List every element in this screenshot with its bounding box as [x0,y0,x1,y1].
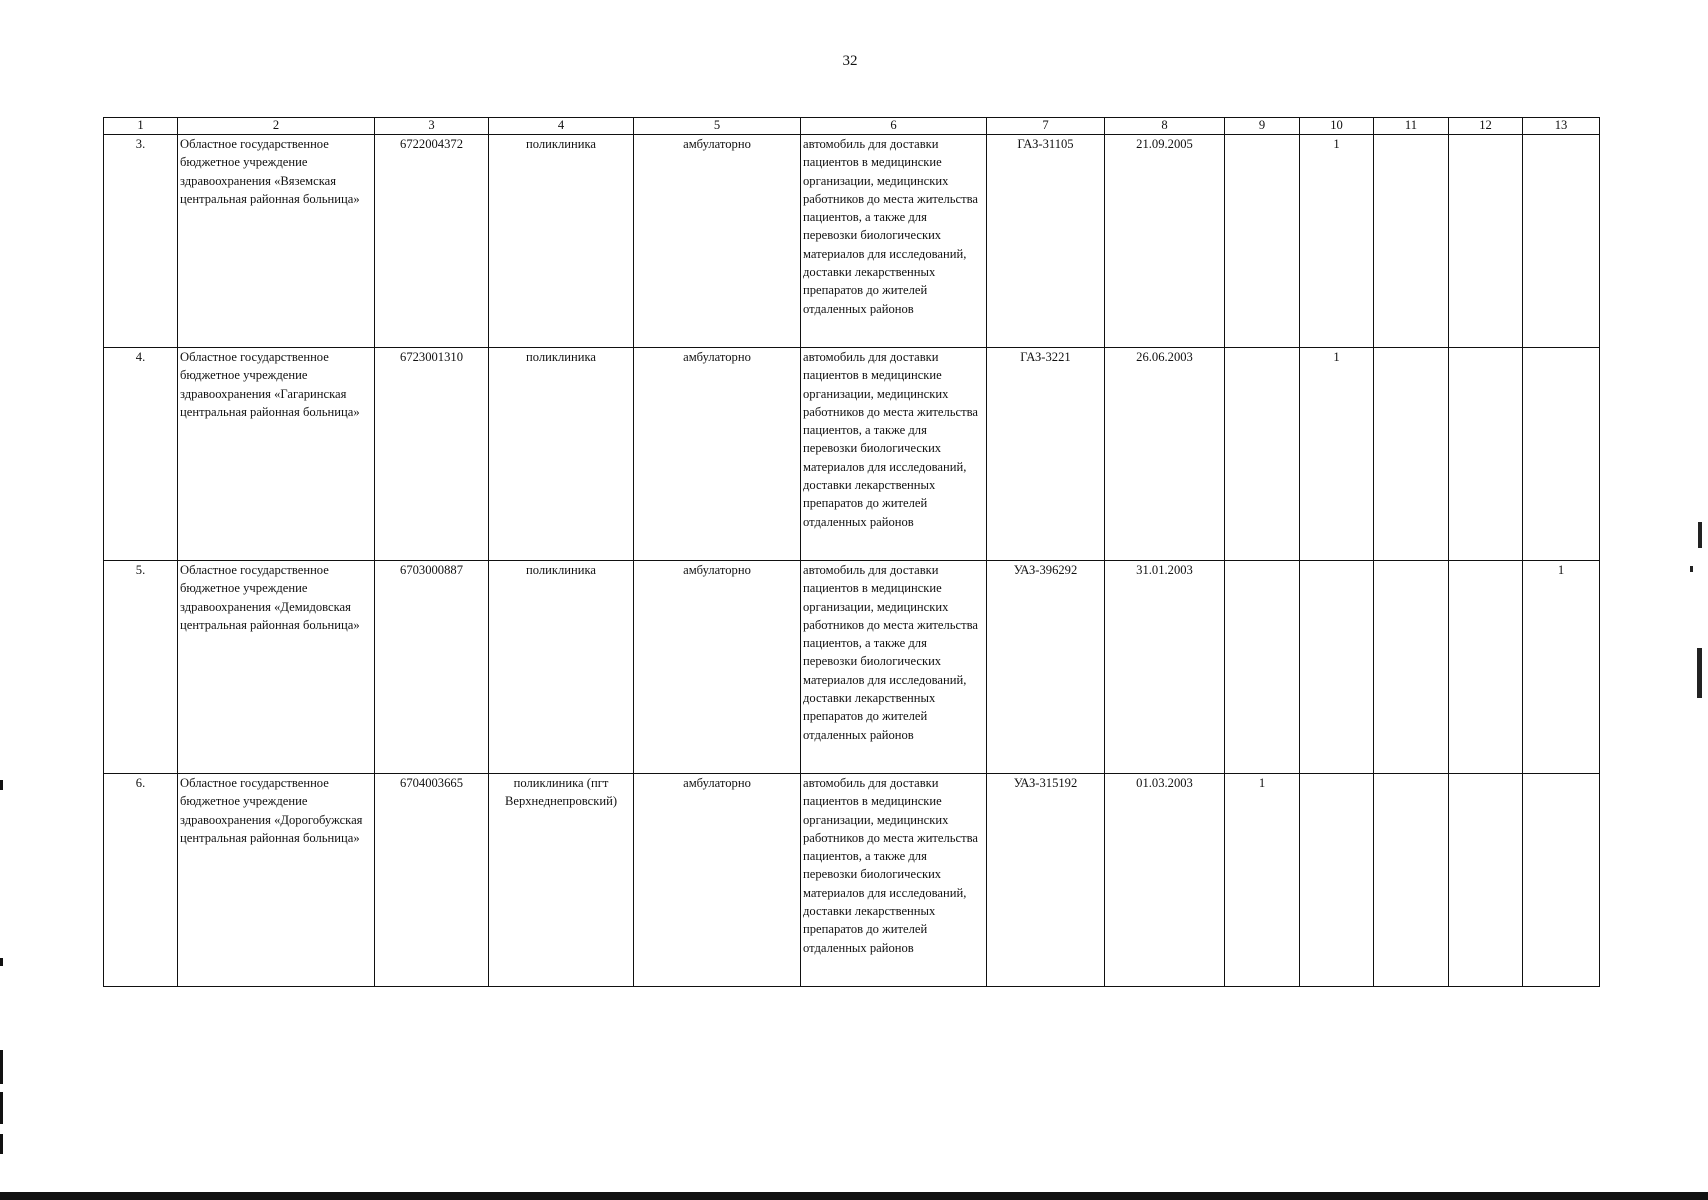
issue-date: 31.01.2003 [1105,561,1225,774]
inn-code: 6723001310 [375,348,489,561]
scan-right-mark [1690,566,1693,572]
inn-code: 6703000887 [375,561,489,774]
col-11-value [1374,774,1449,987]
row-number: 3. [104,135,178,348]
inn-code: 6722004372 [375,135,489,348]
table-row [104,774,1600,987]
col-11-value [1374,348,1449,561]
col-9-value [1225,348,1300,561]
column-number: 12 [1449,118,1523,135]
scan-left-mark [0,1050,3,1084]
column-number: 7 [987,118,1105,135]
row-number: 6. [104,774,178,987]
scan-right-mark [1698,522,1702,548]
vehicle-purpose: автомобиль для доставки пациентов в медицинские организации, медицинских работников до места жительства пациентов, а также для перевозки биологических материалов для исследований, доставки лекарственных препаратов до жителей отдаленных районов [801,774,987,987]
col-13-value: 1 [1523,561,1600,774]
col-13-value [1523,774,1600,987]
col-10-value: 1 [1300,348,1374,561]
column-number: 2 [178,118,375,135]
scan-bottom-edge [0,1192,1708,1200]
inn-code: 6704003665 [375,774,489,987]
scan-right-mark [1697,648,1702,698]
col-10-value [1300,561,1374,774]
scan-left-mark [0,1092,3,1124]
scan-left-mark [0,958,3,966]
vehicle-model: УАЗ-396292 [987,561,1105,774]
column-number: 8 [1105,118,1225,135]
table-row [104,135,1600,348]
col-13-value [1523,348,1600,561]
issue-date: 26.06.2003 [1105,348,1225,561]
facility-type: поликлиника (пгт Верхнеднепровский) [489,774,634,987]
column-number: 9 [1225,118,1300,135]
col-13-value [1523,135,1600,348]
col-10-value [1300,774,1374,987]
column-number: 4 [489,118,634,135]
organization-name: Областное государственное бюджетное учреждение здравоохранения «Вяземская центральная районная больница» [178,135,375,348]
table-row [104,561,1600,774]
vehicle-purpose: автомобиль для доставки пациентов в медицинские организации, медицинских работников до места жительства пациентов, а также для перевозки биологических материалов для исследований, доставки лекарственных препаратов до жителей отдаленных районов [801,135,987,348]
vehicle-purpose: автомобиль для доставки пациентов в медицинские организации, медицинских работников до места жительства пациентов, а также для перевозки биологических материалов для исследований, доставки лекарственных препаратов до жителей отдаленных районов [801,561,987,774]
vehicle-model: УАЗ-315192 [987,774,1105,987]
row-number: 4. [104,348,178,561]
col-12-value [1449,561,1523,774]
column-number: 13 [1523,118,1600,135]
organization-name: Областное государственное бюджетное учреждение здравоохранения «Демидовская центральная районная больница» [178,561,375,774]
column-number: 3 [375,118,489,135]
facility-type: поликлиника [489,348,634,561]
column-number: 6 [801,118,987,135]
care-mode: амбулаторно [634,348,801,561]
col-9-value: 1 [1225,774,1300,987]
col-12-value [1449,774,1523,987]
col-11-value [1374,135,1449,348]
column-number: 1 [104,118,178,135]
page-number: 32 [842,53,858,69]
column-number: 11 [1374,118,1449,135]
facility-type: поликлиника [489,135,634,348]
issue-date: 01.03.2003 [1105,774,1225,987]
col-11-value [1374,561,1449,774]
issue-date: 21.09.2005 [1105,135,1225,348]
care-mode: амбулаторно [634,561,801,774]
row-number: 5. [104,561,178,774]
col-9-value [1225,561,1300,774]
col-12-value [1449,348,1523,561]
vehicle-purpose: автомобиль для доставки пациентов в медицинские организации, медицинских работников до места жительства пациентов, а также для перевозки биологических материалов для исследований, доставки лекарственных препаратов до жителей отдаленных районов [801,348,987,561]
col-10-value: 1 [1300,135,1374,348]
care-mode: амбулаторно [634,135,801,348]
vehicle-model: ГАЗ-3221 [987,348,1105,561]
col-9-value [1225,135,1300,348]
facility-type: поликлиника [489,561,634,774]
organization-name: Областное государственное бюджетное учреждение здравоохранения «Дорогобужская центральная районная больница» [178,774,375,987]
vehicle-model: ГАЗ-31105 [987,135,1105,348]
table-row [104,348,1600,561]
scan-left-mark [0,1134,3,1154]
vehicle-table [103,117,1600,987]
scan-left-mark [0,780,3,790]
col-12-value [1449,135,1523,348]
column-number: 5 [634,118,801,135]
organization-name: Областное государственное бюджетное учреждение здравоохранения «Гагаринская центральная районная больница» [178,348,375,561]
column-number-row [104,118,1600,135]
care-mode: амбулаторно [634,774,801,987]
column-number: 10 [1300,118,1374,135]
